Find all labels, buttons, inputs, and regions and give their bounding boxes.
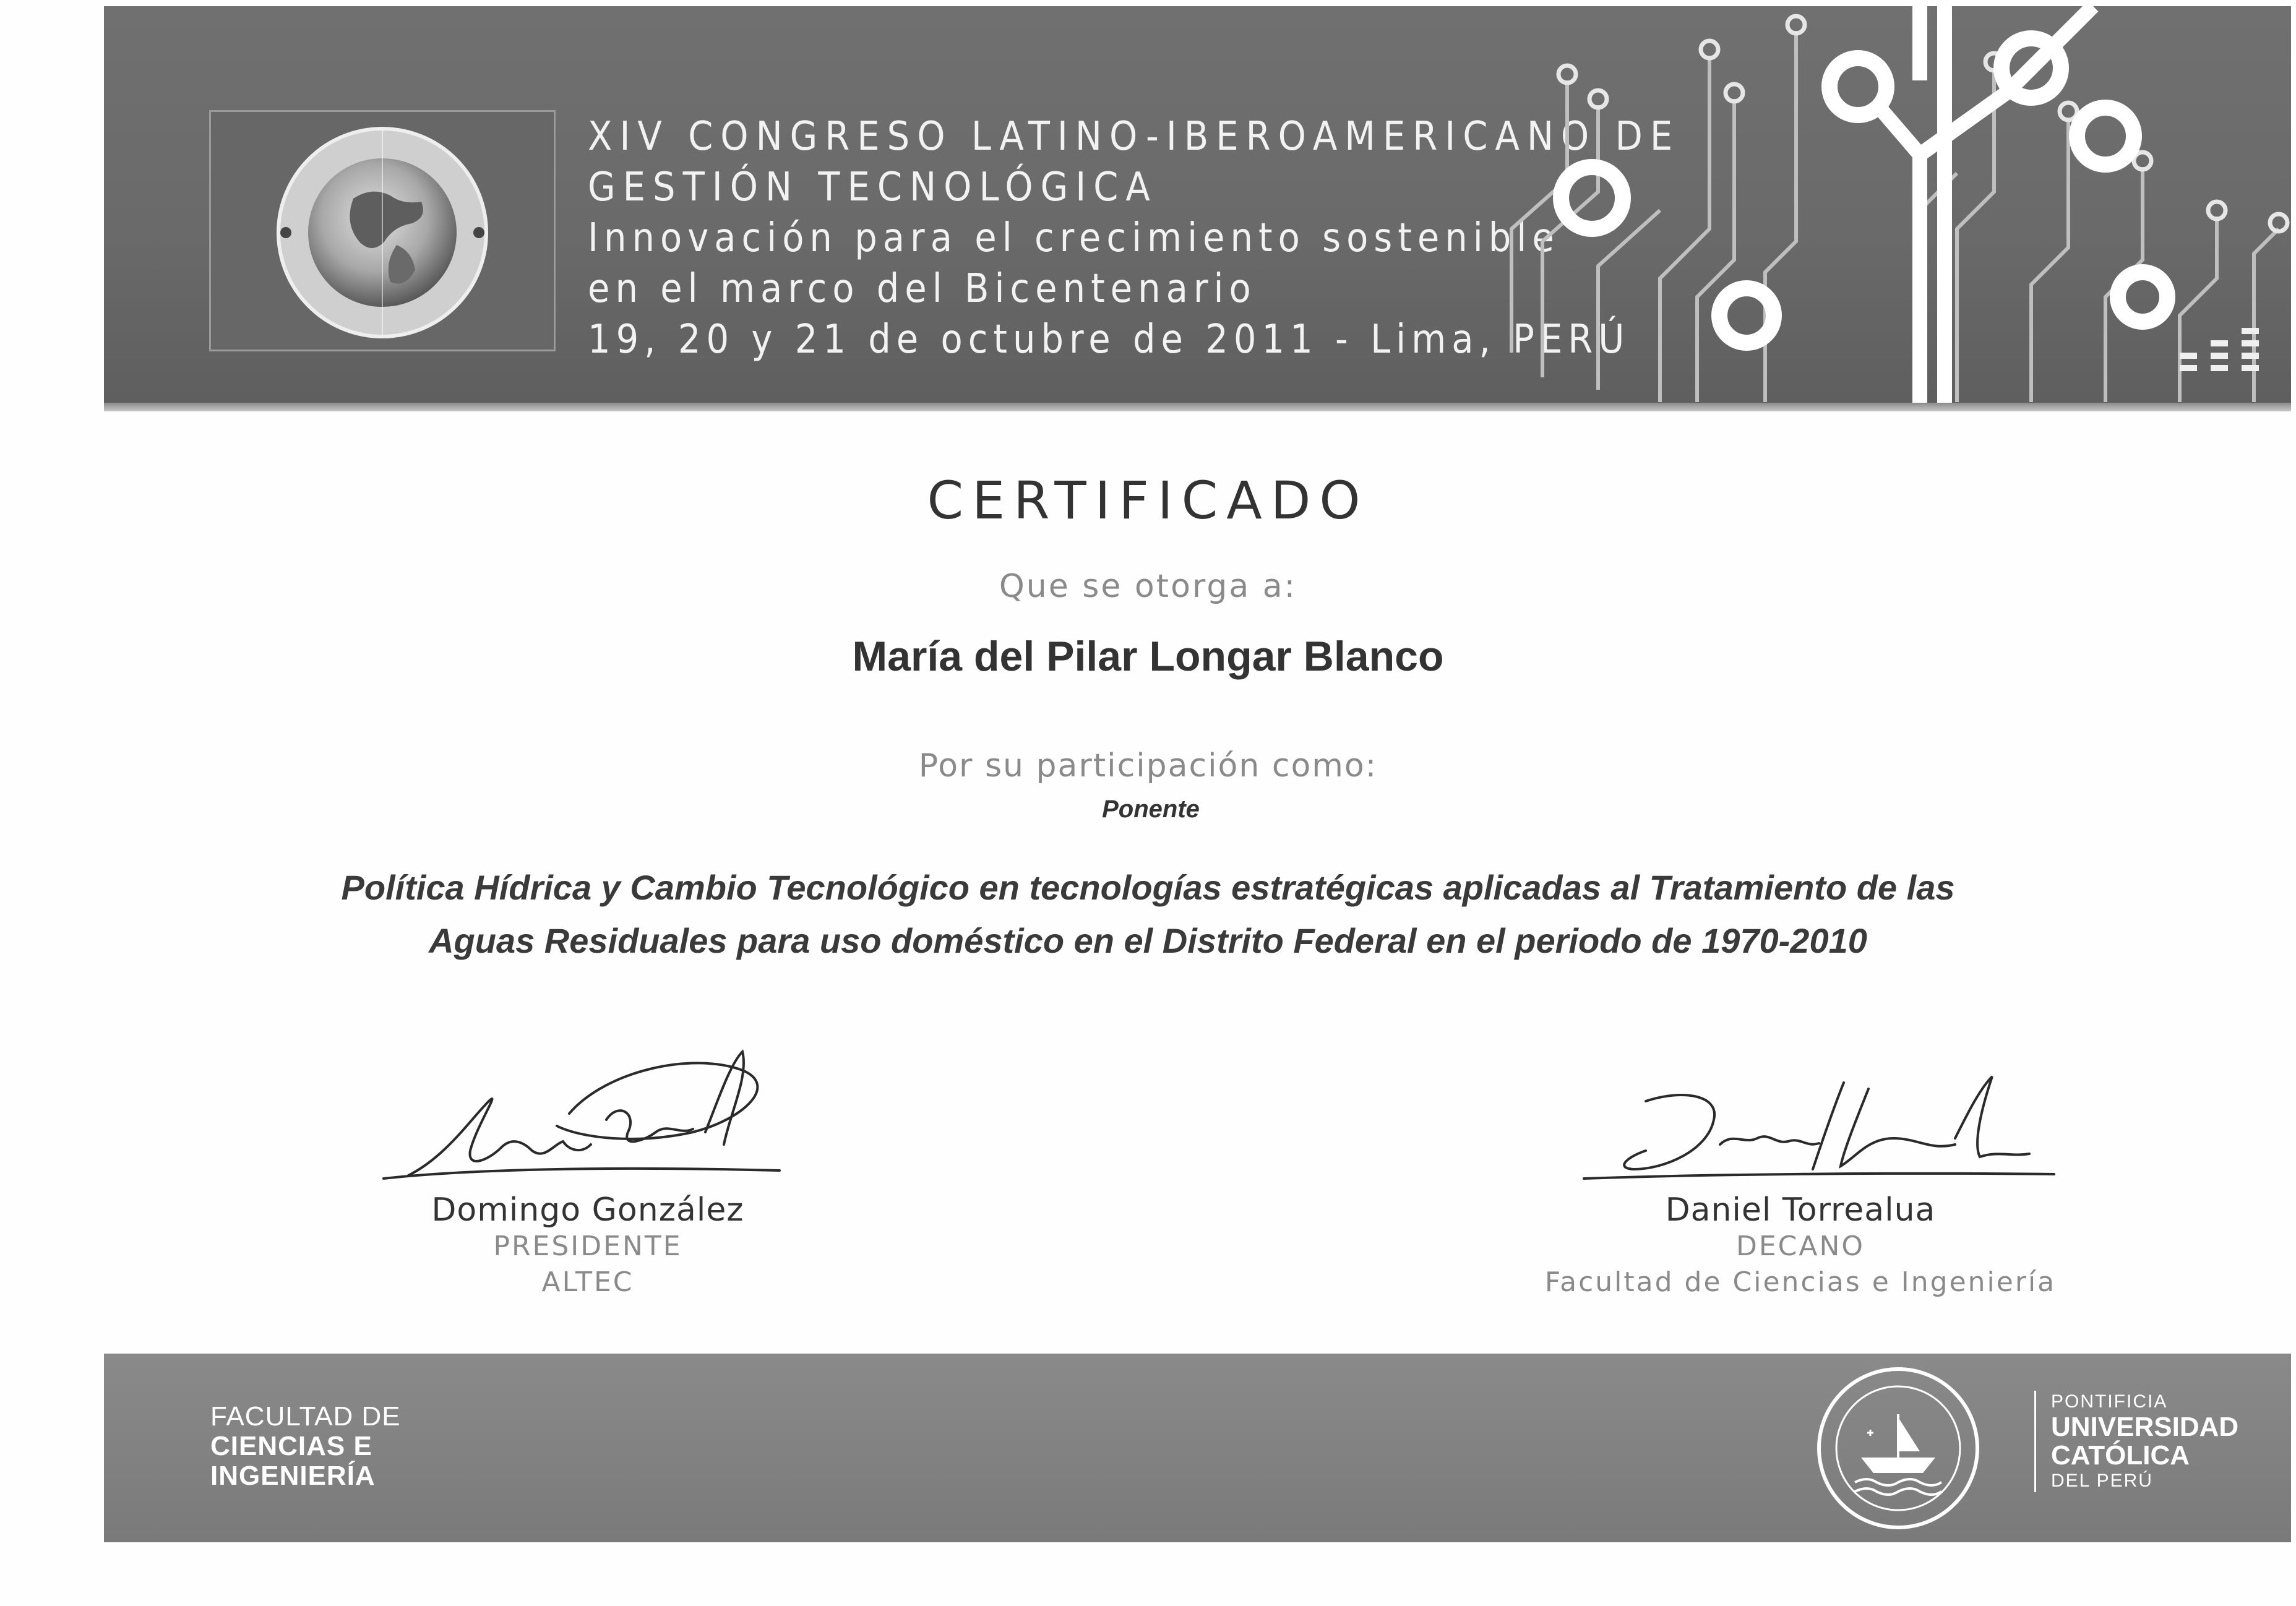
faculty-line2: CIENCIAS E [210, 1431, 372, 1461]
university-line2: UNIVERSIDAD [2051, 1412, 2239, 1442]
globe-logo-icon [211, 112, 554, 350]
paper-title [186, 861, 2110, 968]
president-name: Domingo González [431, 1192, 744, 1229]
dean-name: Daniel Torrealua [1665, 1192, 1936, 1229]
dean-faculty: Facultad de Ciencias e Ingeniería [1544, 1266, 2057, 1298]
congress-title-line1: XIV CONGRESO LATINO-IBEROAMERICANO DE [588, 114, 1680, 160]
university-seal-icon [1768, 1365, 2028, 1532]
congress-title-line2: GESTIÓN TECNOLÓGICA [588, 165, 1158, 210]
circuit-decoration-icon [1474, 6, 2291, 411]
signature-block-president [346, 1027, 829, 1300]
university-line3: CATÓLICA [2051, 1440, 2190, 1471]
participation-label: Por su participación como: [918, 747, 1378, 784]
faculty-logo-text [210, 1402, 401, 1491]
granted-to-label: Que se otorga a: [999, 568, 1297, 605]
signature-block-dean [1522, 1064, 2079, 1300]
congress-theme-line2: en el marco del Bicentenario [588, 266, 1257, 312]
president-organization: ALTEC [541, 1266, 634, 1298]
president-title: PRESIDENTE [493, 1230, 682, 1262]
paper-title-line1: Política Hídrica y Cambio Tecnológico en tecnologías estratégicas aplicadas al Tratamiento de las [341, 868, 1955, 907]
recipient-name: María del Pilar Longar Blanco [852, 633, 1444, 680]
faculty-line1: FACULTAD DE [210, 1401, 401, 1432]
participation-role: Ponente [1102, 796, 1200, 823]
header-banner [104, 6, 2291, 411]
congress-theme-line1: Innovación para el crecimiento sostenible [588, 215, 1560, 261]
footer-banner [104, 1354, 2291, 1542]
dean-title: DECANO [1735, 1230, 1865, 1262]
faculty-line3: INGENIERÍA [210, 1461, 376, 1491]
congress-date-location: 19, 20 y 21 de octubre de 2011 - Lima, PERÚ [588, 317, 1630, 363]
certificate-title: CERTIFICADO [927, 470, 1369, 531]
university-line1: PONTIFICIA [2051, 1391, 2168, 1412]
signature-dean-icon [1522, 1064, 2079, 1188]
signature-president-icon [346, 1027, 829, 1188]
university-line4: DEL PERÚ [2051, 1471, 2153, 1491]
altec-logo [209, 110, 556, 351]
paper-title-line2: Aguas Residuales para uso doméstico en el Distrito Federal en el periodo de 1970-2010 [429, 921, 1867, 960]
university-logo-text [2034, 1391, 2238, 1492]
